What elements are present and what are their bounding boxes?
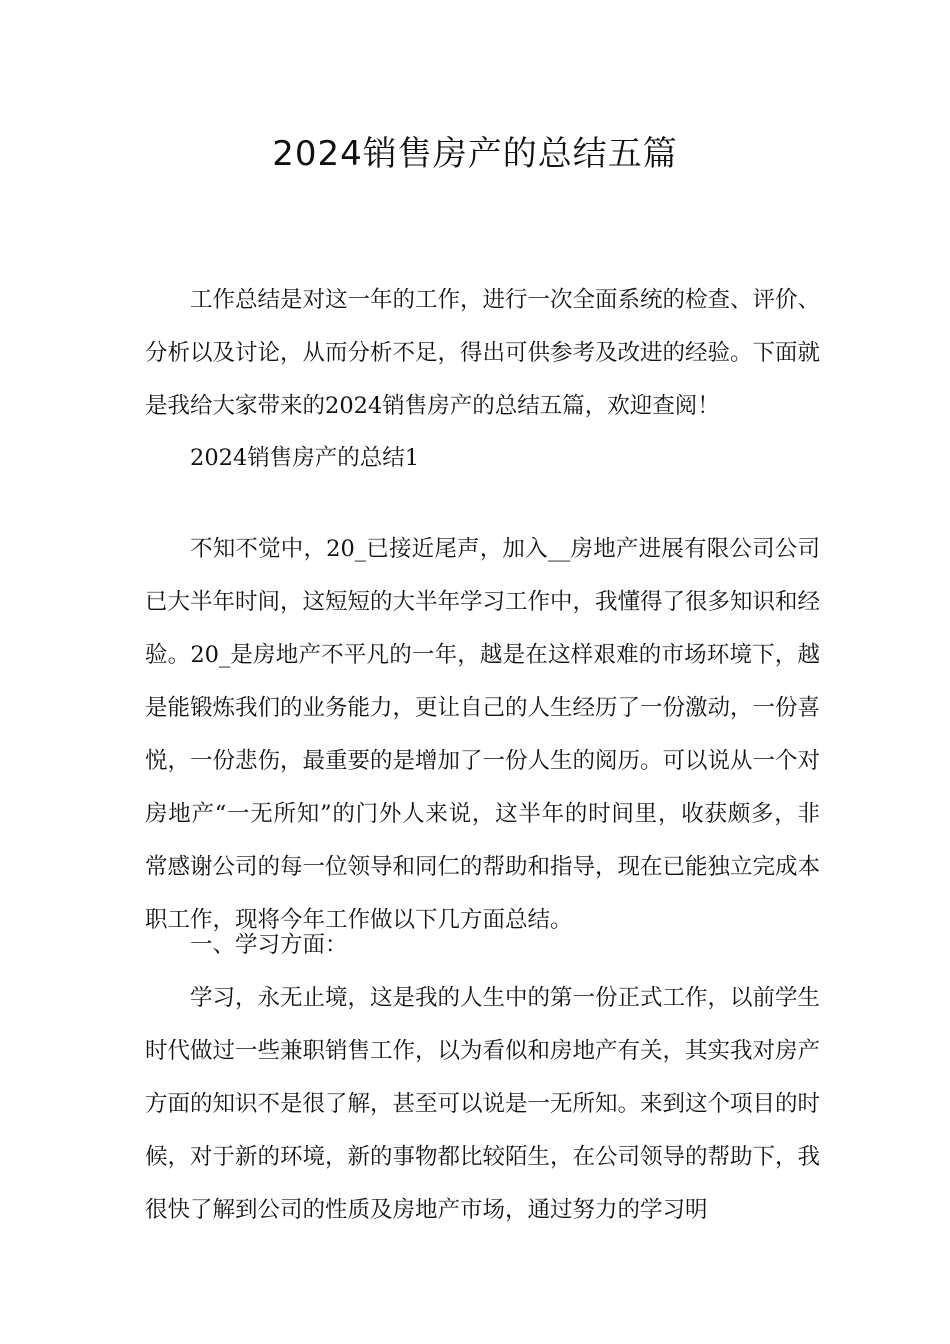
body-paragraph-1: 不知不觉中，20_已接近尾声，加入__房地产进展有限公司公司已大半年时间，这短短的大半年学习工作中，我懂得了很多知识和经验。20_是房地产不平凡的一年，越是在这样艰难的市场环境下，越是能锻炼我们的业务能力，更让自己的人生经历了一份激动，一份喜悦，一份悲伤，最重要的是增加了一份人生的阅历。可以说从一个对房地产“一无所知”的门外人来说，这半年的时间里，收获颇多，非常感谢公司的每一位领导和同仁的帮助和指导，现在已能独立完成本职工作，现将今年工作做以下几方面总结。 xyxy=(145,536,821,933)
document-title: 2024销售房产的总结五篇 xyxy=(272,134,678,174)
section-heading: 一、学习方面： xyxy=(190,932,348,958)
intro-paragraph: 工作总结是对这一年的工作，进行一次全面系统的检查、评价、分析以及讨论，从而分析不足，得出可供参考及改进的经验。下面就是我给大家带来的2024销售房产的总结五篇，欢迎查阅！ xyxy=(145,287,821,419)
body-paragraph-2: 学习，永无止境，这是我的人生中的第一份正式工作，以前学生时代做过一些兼职销售工作，以为看似和房地产有关，其实我对房产方面的知识不是很了解，甚至可以说是一无所知。来到这个项目的时候，对于新的环境，新的事物都比较陌生，在公司领导的帮助下，我很快了解到公司的性质及房地产市场，通过努力的学习明 xyxy=(145,985,821,1223)
section-title: 2024销售房产的总结1 xyxy=(190,445,420,471)
